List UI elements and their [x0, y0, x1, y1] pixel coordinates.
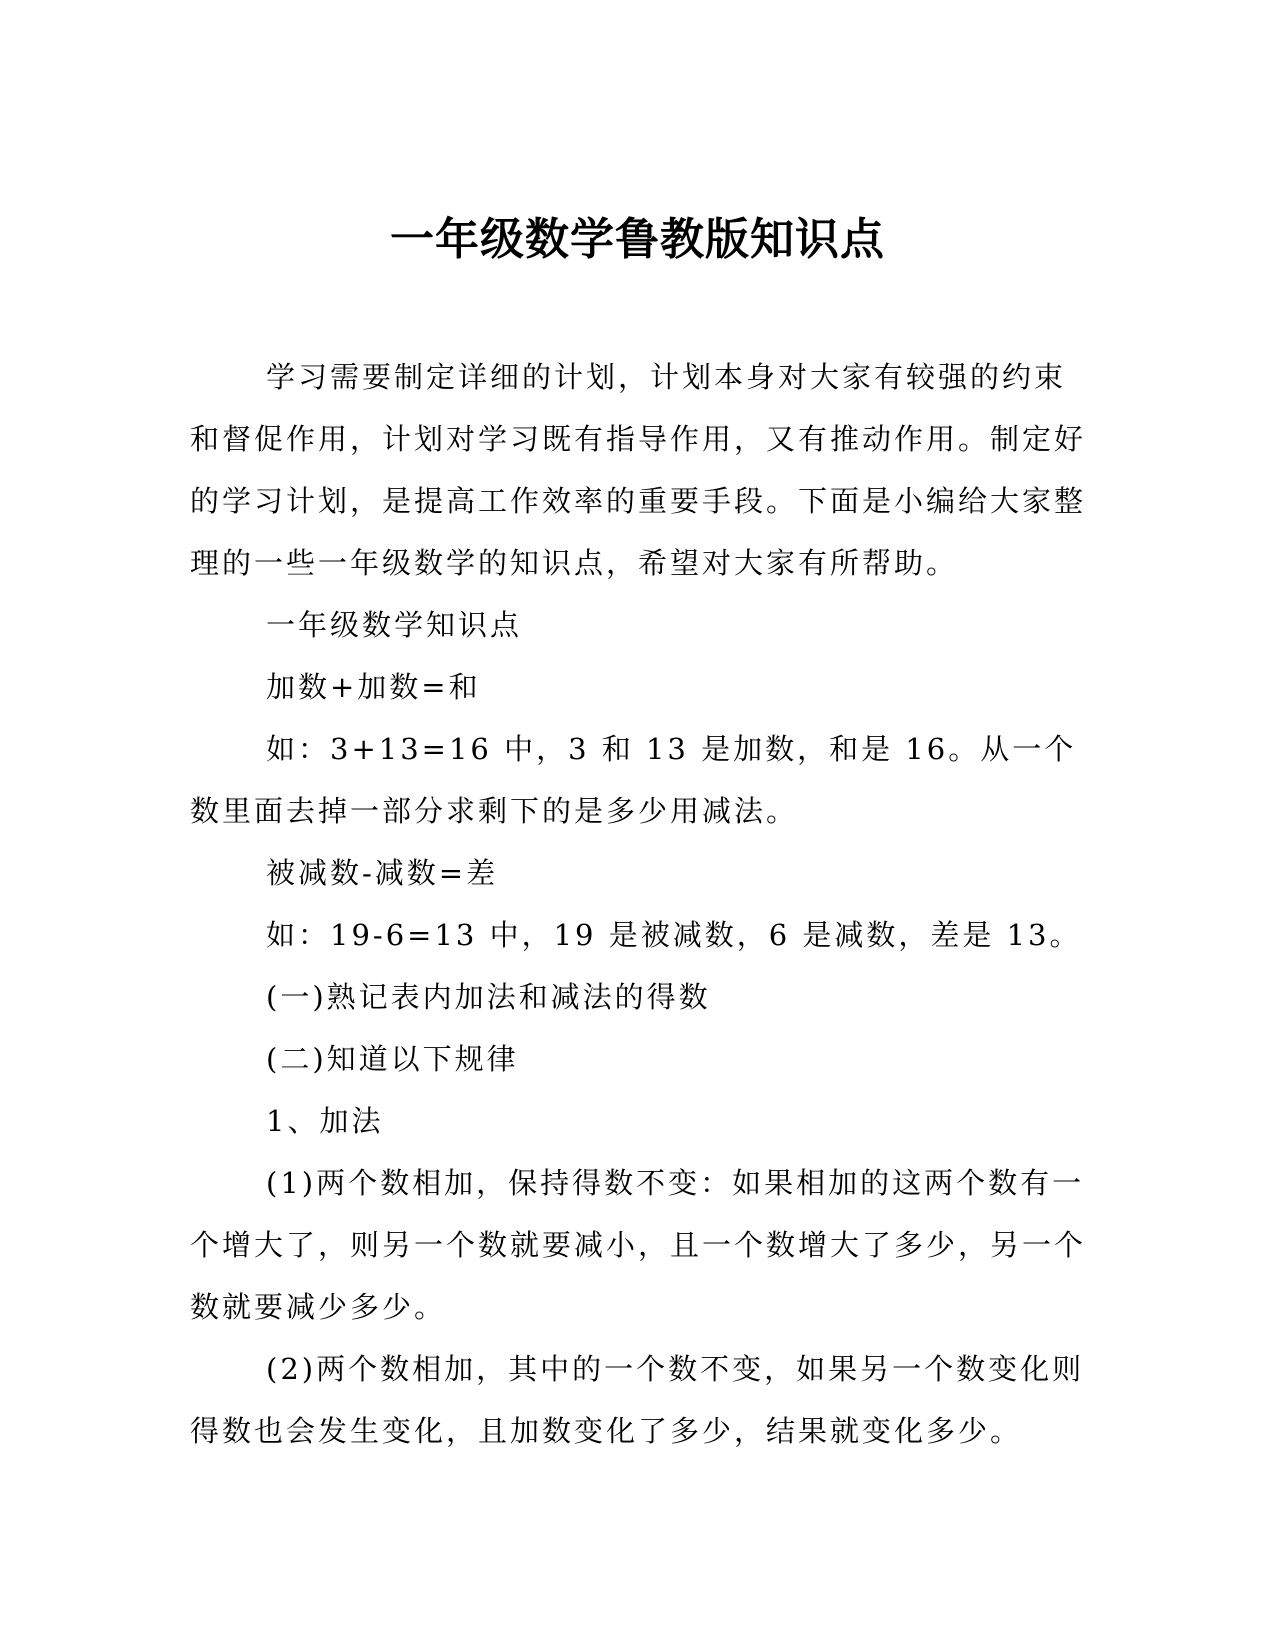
intro-paragraph: 学习需要制定详细的计划，计划本身对大家有较强的约束和督促作用，计划对学习既有指导作用，又有推动作用。制定好的学习计划，是提高工作效率的重要手段。下面是小编给大家整理的一些一年级数学的知识点，希望对大家有所帮助。 — [190, 360, 1087, 580]
section-heading: 一年级数学知识点 — [266, 608, 523, 642]
rule-one: (1)两个数相加，保持得数不变：如果相加的这两个数有一个增大了，则另一个数就要减小，且一个数增大了多少，另一个数就要减少多少。 — [190, 1166, 1087, 1324]
addition-heading: 1、加法 — [266, 1104, 384, 1138]
addition-example: 如：3+13=16 中，3 和 13 是加数，和是 16。从一个数里面去掉一部分求剩下的是多少用减法。 — [190, 732, 1077, 828]
document-title: 一年级数学鲁教版知识点 — [390, 214, 885, 265]
subheading-one: (一)熟记表内加法和减法的得数 — [266, 980, 711, 1014]
rule-two: (2)两个数相加，其中的一个数不变，如果另一个数变化则得数也会发生变化，且加数变化了多少，结果就变化多少。 — [190, 1352, 1085, 1448]
subtraction-example: 如：19-6=13 中，19 是被减数，6 是减数，差是 13。 — [266, 918, 1082, 952]
document-body — [190, 346, 1088, 1462]
subheading-two: (二)知道以下规律 — [266, 1042, 519, 1076]
addition-formula: 加数+加数=和 — [266, 670, 481, 704]
subtraction-formula: 被减数-减数=差 — [266, 856, 499, 890]
